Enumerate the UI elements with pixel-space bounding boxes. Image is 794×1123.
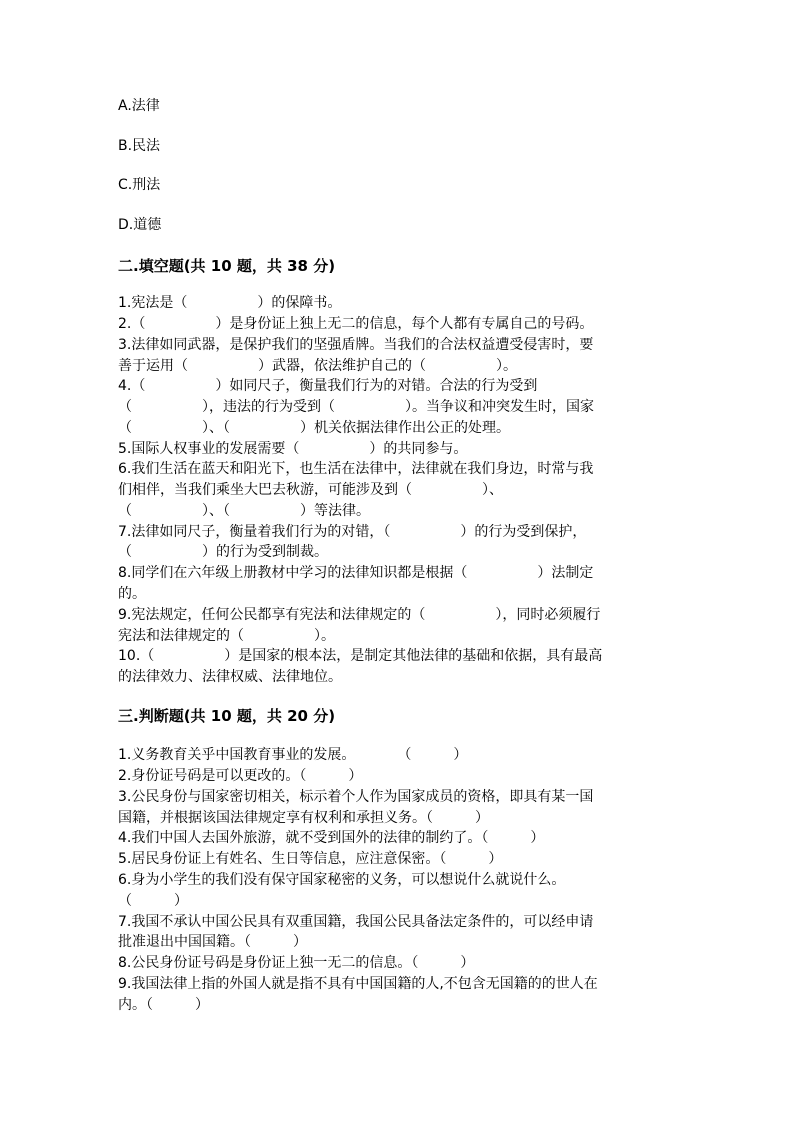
fill-in-line: 6.我们生活在蓝天和阳光下，也生活在法律中，法律就在我们身边，时常与我: [118, 461, 594, 477]
section-heading-true-false: 三.判断题(共 10 题，共 20 分): [118, 707, 336, 725]
true-false-line: 国籍，并根据该国法律规定享有权利和承担义务。（ ）: [118, 810, 489, 826]
true-false-line: 2.身份证号码是可以更改的。（ ）: [118, 768, 363, 784]
fill-in-line: （ ）、（ ）机关依据法律作出公正的处理。: [118, 420, 510, 436]
fill-in-line: 的。: [118, 586, 146, 602]
fill-in-line: （ ），违法的行为受到（ ）。当争议和冲突发生时，国家: [118, 399, 594, 415]
fill-in-line: 2.（ ）是身份证上独上无二的信息，每个人都有专属自己的号码。: [118, 316, 594, 332]
true-false-line: 8.公民身份证号码是身份证上独一无二的信息。（ ）: [118, 955, 475, 971]
fill-in-line: 善于运用（ ）武器，依法维护自己的（ ）。: [118, 358, 517, 374]
true-false-line: 批准退出中国国籍。（ ）: [118, 934, 307, 950]
fill-in-line: 9.宪法规定，任何公民都享有宪法和法律规定的（ ），同时必须履行: [118, 607, 601, 623]
option-a: A.法律: [118, 98, 160, 114]
fill-in-line: 3.法律如同武器，是保护我们的坚强盾牌。当我们的合法权益遭受侵害时，要: [118, 337, 594, 353]
true-false-line: 3.公民身份与国家密切相关，标示着个人作为国家成员的资格，即具有某一国: [118, 789, 594, 805]
true-false-line: 内。（ ）: [118, 997, 209, 1013]
true-false-line: 4.我们中国人去国外旅游，就不受到国外的法律的制约了。（ ）: [118, 830, 545, 846]
true-false-line: 9.我国法律上指的外国人就是指不具有中国国籍的人,不包含无国籍的的世人在: [118, 976, 598, 992]
true-false-line: （ ）: [118, 893, 188, 909]
true-false-line: 5.居民身份证上有姓名、生日等信息，应注意保密。（ ）: [118, 851, 503, 867]
fill-in-line: 10.（ ）是国家的根本法，是制定其他法律的基础和依据，具有最高: [118, 648, 603, 664]
section-heading-fill-in: 二.填空题(共 10 题，共 38 分): [118, 257, 336, 275]
option-c: C.刑法: [118, 177, 161, 193]
true-false-line: 1.义务教育关乎中国教育事业的发展。 （ ）: [118, 747, 468, 763]
fill-in-line: 们相伴，当我们乘坐大巴去秋游，可能涉及到（ ）、: [118, 482, 503, 498]
fill-in-line: （ ）的行为受到制裁。: [118, 544, 328, 560]
fill-in-line: （ ）、（ ）等法律。: [118, 503, 370, 519]
option-b: B.民法: [118, 138, 161, 154]
fill-in-line: 7.法律如同尺子，衡量着我们行为的对错，（ ）的行为受到保护，: [118, 524, 587, 540]
fill-in-line: 5.国际人权事业的发展需要（ ）的共同参与。: [118, 441, 468, 457]
option-d: D.道德: [118, 217, 162, 233]
true-false-line: 6.身为小学生的我们没有保守国家秘密的义务，可以想说什么就说什么。: [118, 872, 566, 888]
true-false-line: 7.我国不承认中国公民具有双重国籍，我国公民具备法定条件的，可以经申请: [118, 914, 594, 930]
fill-in-line: 4.（ ）如同尺子，衡量我们行为的对错。合法的行为受到: [118, 378, 538, 394]
fill-in-line: 的法律效力、法律权威、法律地位。: [118, 669, 342, 685]
fill-in-line: 8.同学们在六年级上册教材中学习的法律知识都是根据（ ）法制定: [118, 565, 594, 581]
fill-in-line: 宪法和法律规定的（ ）。: [118, 628, 335, 644]
fill-in-line: 1.宪法是（ ）的保障书。: [118, 295, 342, 311]
